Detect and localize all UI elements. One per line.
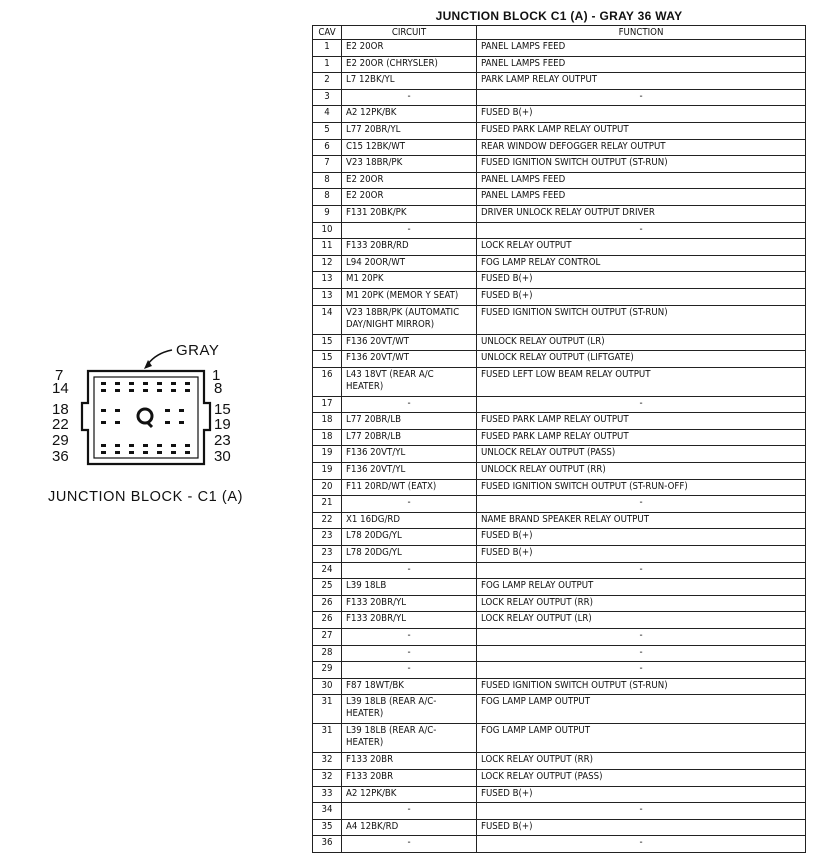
table-row [313,786,806,803]
pin-cavity [143,444,148,447]
table-row [313,396,806,413]
cav-cell: 32 [313,753,342,770]
circuit-cell: - [342,222,477,239]
table-row [313,529,806,546]
pin-cavity [143,451,148,454]
circuit-cell: L77 20BR/LB [342,429,477,446]
table-row [313,73,806,90]
table-row [313,695,806,724]
table-row [313,305,806,334]
pin-cavity [101,444,106,447]
function-cell: FUSED IGNITION SWITCH OUTPUT (ST-RUN) [477,678,806,695]
label-leader-line [148,350,172,364]
table-row [313,579,806,596]
pin-cavity [157,444,162,447]
pin-label-19: 19 [214,416,231,433]
circuit-cell: C15 12BK/WT [342,139,477,156]
cav-cell: 31 [313,724,342,753]
pin-cavity [171,451,176,454]
table-row [313,645,806,662]
cav-cell: 1 [313,56,342,73]
function-cell: FUSED LEFT LOW BEAM RELAY OUTPUT [477,367,806,396]
function-cell: - [477,662,806,679]
function-cell: FUSED B(+) [477,819,806,836]
pin-cavity [115,382,120,385]
center-key-tab [147,422,152,427]
center-key-icon [138,409,152,423]
cav-cell: 31 [313,695,342,724]
function-cell: - [477,89,806,106]
table-row [313,288,806,305]
function-cell: FUSED IGNITION SWITCH OUTPUT (ST-RUN) [477,305,806,334]
pin-cavity [171,389,176,392]
circuit-cell: F133 20BR/YL [342,612,477,629]
circuit-cell: E2 20OR [342,189,477,206]
table-row [313,122,806,139]
pin-cavity [157,382,162,385]
pin-cavity [171,382,176,385]
cav-cell: 24 [313,562,342,579]
pin-cavity [101,451,106,454]
function-cell: - [477,222,806,239]
circuit-cell: A2 12PK/BK [342,106,477,123]
table-row [313,255,806,272]
circuit-cell: X1 16DG/RD [342,512,477,529]
pin-cavity [171,444,176,447]
table-row [313,367,806,396]
table-row [313,205,806,222]
circuit-cell: - [342,496,477,513]
pin-label-30: 30 [214,448,231,465]
function-cell: UNLOCK RELAY OUTPUT (LIFTGATE) [477,351,806,368]
circuit-cell: F11 20RD/WT (EATX) [342,479,477,496]
circuit-cell: A4 12BK/RD [342,819,477,836]
function-cell: PARK LAMP RELAY OUTPUT [477,73,806,90]
table-row [313,172,806,189]
function-cell: - [477,562,806,579]
table-row [313,189,806,206]
function-cell: FOG LAMP RELAY OUTPUT [477,579,806,596]
function-cell: LOCK RELAY OUTPUT (RR) [477,595,806,612]
table-row [313,106,806,123]
circuit-cell: - [342,562,477,579]
function-cell: FUSED PARK LAMP RELAY OUTPUT [477,122,806,139]
pin-cavity [101,409,106,412]
function-cell: FUSED B(+) [477,106,806,123]
cav-cell: 7 [313,156,342,173]
table-row [313,546,806,563]
function-cell: - [477,396,806,413]
cav-cell: 33 [313,786,342,803]
cav-cell: 30 [313,678,342,695]
function-cell: FUSED B(+) [477,288,806,305]
pin-cavity [129,451,134,454]
function-cell: UNLOCK RELAY OUTPUT (PASS) [477,446,806,463]
table-row [313,629,806,646]
cav-cell: 16 [313,367,342,396]
table-row [313,724,806,753]
function-cell: FOG LAMP LAMP OUTPUT [477,724,806,753]
cav-cell: 36 [313,836,342,853]
header-circuit: CIRCUIT [342,26,477,40]
pin-cavity [101,382,106,385]
pin-label-22: 22 [52,416,69,433]
cav-cell: 14 [313,305,342,334]
table-row [313,479,806,496]
cav-cell: 23 [313,546,342,563]
circuit-cell: V23 18BR/PK [342,156,477,173]
function-cell: FOG LAMP RELAY CONTROL [477,255,806,272]
cav-cell: 13 [313,272,342,289]
cav-cell: 15 [313,351,342,368]
circuit-cell: M1 20PK [342,272,477,289]
circuit-cell: A2 12PK/BK [342,786,477,803]
function-cell: LOCK RELAY OUTPUT [477,239,806,256]
circuit-cell: F131 20BK/PK [342,205,477,222]
pin-cavity [185,389,190,392]
pin-label-36: 36 [52,448,69,465]
table-row [313,836,806,853]
cav-cell: 6 [313,139,342,156]
table-row [313,156,806,173]
circuit-cell: L39 18LB [342,579,477,596]
table-header-row [313,26,806,40]
table-row [313,819,806,836]
circuit-cell: M1 20PK (MEMOR Y SEAT) [342,288,477,305]
function-cell: FUSED PARK LAMP RELAY OUTPUT [477,429,806,446]
table-row [313,40,806,57]
table-body [313,40,806,853]
cav-cell: 26 [313,612,342,629]
table-row [313,463,806,480]
function-cell: UNLOCK RELAY OUTPUT (LR) [477,334,806,351]
circuit-cell: - [342,629,477,646]
connector-color-label: GRAY [176,342,220,359]
table-row [313,351,806,368]
pin-cavity [185,382,190,385]
circuit-cell: F133 20BR/RD [342,239,477,256]
circuit-cell: F136 20VT/WT [342,351,477,368]
header-function: FUNCTION [477,26,806,40]
table-row [313,612,806,629]
function-cell: PANEL LAMPS FEED [477,189,806,206]
pin-cavity [157,389,162,392]
table-row [313,769,806,786]
circuit-cell: - [342,662,477,679]
cav-cell: 13 [313,288,342,305]
cav-cell: 19 [313,463,342,480]
circuit-cell: - [342,396,477,413]
pin-cavity [165,409,170,412]
cav-cell: 29 [313,662,342,679]
function-cell: PANEL LAMPS FEED [477,56,806,73]
pin-cavity [115,421,120,424]
cav-cell: 9 [313,205,342,222]
function-cell: LOCK RELAY OUTPUT (LR) [477,612,806,629]
circuit-cell: F133 20BR [342,753,477,770]
table-row [313,662,806,679]
table-row [313,512,806,529]
circuit-cell: L77 20BR/YL [342,122,477,139]
function-cell: DRIVER UNLOCK RELAY OUTPUT DRIVER [477,205,806,222]
diagram-caption: JUNCTION BLOCK - C1 (A) [48,489,244,505]
function-cell: FUSED IGNITION SWITCH OUTPUT (ST-RUN-OFF) [477,479,806,496]
circuit-cell: F136 20VT/YL [342,446,477,463]
function-cell: FUSED B(+) [477,272,806,289]
table-row [313,272,806,289]
circuit-cell: L77 20BR/LB [342,413,477,430]
function-cell: - [477,836,806,853]
function-cell: - [477,496,806,513]
circuit-cell: - [342,89,477,106]
pin-cavity [185,444,190,447]
cav-cell: 23 [313,529,342,546]
circuit-cell: L78 20DG/YL [342,546,477,563]
function-cell: FUSED B(+) [477,529,806,546]
cav-cell: 10 [313,222,342,239]
pin-cavity [157,451,162,454]
function-cell: LOCK RELAY OUTPUT (RR) [477,753,806,770]
function-cell: FUSED B(+) [477,546,806,563]
circuit-cell: F133 20BR [342,769,477,786]
circuit-cell: - [342,645,477,662]
cav-cell: 3 [313,89,342,106]
pin-cavity [129,382,134,385]
function-cell: PANEL LAMPS FEED [477,40,806,57]
cav-cell: 12 [313,255,342,272]
pin-cavity [165,421,170,424]
circuit-cell: L39 18LB (REAR A/C-HEATER) [342,724,477,753]
pin-label-8: 8 [214,380,223,397]
table-row [313,239,806,256]
circuit-cell: - [342,836,477,853]
cav-cell: 32 [313,769,342,786]
circuit-cell: F136 20VT/YL [342,463,477,480]
pin-cavity [115,451,120,454]
pin-label-15: 15 [214,401,231,418]
cav-cell: 21 [313,496,342,513]
circuit-cell: V23 18BR/PK (AUTOMATIC DAY/NIGHT MIRROR) [342,305,477,334]
cav-cell: 18 [313,413,342,430]
pin-cavity [143,389,148,392]
circuit-cell: E2 20OR [342,40,477,57]
circuit-cell: F133 20BR/YL [342,595,477,612]
table-row [313,89,806,106]
circuit-cell: L94 20OR/WT [342,255,477,272]
cav-cell: 8 [313,189,342,206]
table-row [313,413,806,430]
cav-cell: 26 [313,595,342,612]
circuit-cell: L7 12BK/YL [342,73,477,90]
table-row [313,222,806,239]
circuit-cell: F136 20VT/WT [342,334,477,351]
circuit-cell: F87 18WT/BK [342,678,477,695]
pin-cavity [129,444,134,447]
pin-cavity [115,444,120,447]
table-title: JUNCTION BLOCK C1 (A) - GRAY 36 WAY [435,9,683,23]
function-cell: - [477,629,806,646]
function-cell: PANEL LAMPS FEED [477,172,806,189]
cav-cell: 28 [313,645,342,662]
cav-cell: 1 [313,40,342,57]
pin-cavity [115,389,120,392]
circuit-cell: L43 18VT (REAR A/C HEATER) [342,367,477,396]
pin-cavity [101,421,106,424]
pin-label-1: 1 [212,367,221,384]
pin-cavity [143,382,148,385]
pin-label-7: 7 [55,367,64,384]
function-cell: REAR WINDOW DEFOGGER RELAY OUTPUT [477,139,806,156]
cav-cell: 34 [313,803,342,820]
pinout-table [312,25,806,853]
circuit-cell: - [342,803,477,820]
header-cav: CAV [313,26,342,40]
pin-cavity [179,409,184,412]
table-row [313,496,806,513]
cav-cell: 5 [313,122,342,139]
cav-cell: 25 [313,579,342,596]
cav-cell: 19 [313,446,342,463]
table-row [313,446,806,463]
circuit-cell: E2 20OR [342,172,477,189]
connector-face-drawing [44,336,284,486]
pin-cavity [129,389,134,392]
circuit-cell: L78 20DG/YL [342,529,477,546]
cav-cell: 20 [313,479,342,496]
cav-cell: 4 [313,106,342,123]
function-cell: - [477,803,806,820]
function-cell: FUSED PARK LAMP RELAY OUTPUT [477,413,806,430]
table-row [313,678,806,695]
cav-cell: 35 [313,819,342,836]
cav-cell: 17 [313,396,342,413]
pin-cavity [115,409,120,412]
function-cell: NAME BRAND SPEAKER RELAY OUTPUT [477,512,806,529]
function-cell: - [477,645,806,662]
cav-cell: 2 [313,73,342,90]
table-row [313,56,806,73]
pin-label-23: 23 [214,432,231,449]
function-cell: UNLOCK RELAY OUTPUT (RR) [477,463,806,480]
function-cell: FOG LAMP LAMP OUTPUT [477,695,806,724]
cav-cell: 18 [313,429,342,446]
circuit-cell: L39 18LB (REAR A/C-HEATER) [342,695,477,724]
cav-cell: 11 [313,239,342,256]
table-row [313,803,806,820]
cav-cell: 15 [313,334,342,351]
pin-label-29: 29 [52,432,69,449]
pin-cavity [101,389,106,392]
function-cell: LOCK RELAY OUTPUT (PASS) [477,769,806,786]
table-row [313,753,806,770]
table-row [313,562,806,579]
circuit-cell: E2 20OR (CHRYSLER) [342,56,477,73]
pin-cavity [179,421,184,424]
table-row [313,429,806,446]
cav-cell: 27 [313,629,342,646]
cav-cell: 22 [313,512,342,529]
table-row [313,139,806,156]
cav-cell: 8 [313,172,342,189]
table-row [313,334,806,351]
pin-cavities [101,382,190,454]
pin-cavity [185,451,190,454]
function-cell: FUSED B(+) [477,786,806,803]
pin-label-18: 18 [52,401,69,418]
pin-label-14: 14 [52,380,69,397]
function-cell: FUSED IGNITION SWITCH OUTPUT (ST-RUN) [477,156,806,173]
table-row [313,595,806,612]
